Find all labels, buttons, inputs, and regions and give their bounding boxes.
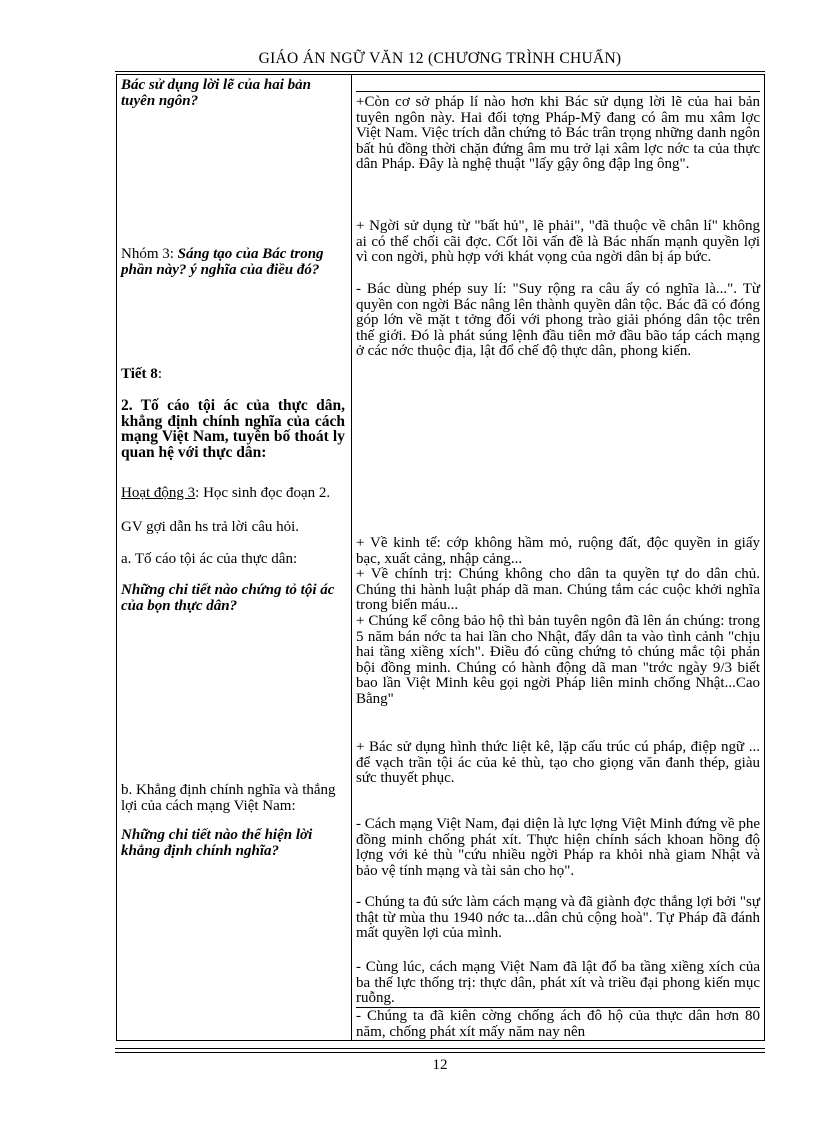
group3-label: Nhóm 3: xyxy=(121,246,178,262)
page-number: 12 xyxy=(432,1057,448,1073)
lesson-period-label: Tiết 8 xyxy=(121,366,158,382)
activity-3-label: Hoạt động 3 xyxy=(121,485,196,501)
footer-rule-top xyxy=(115,1048,765,1049)
activity-3 xyxy=(121,486,345,502)
header-rule xyxy=(115,71,765,72)
subsection-a-label: a. Tố cáo tội ác của thực dân: xyxy=(121,551,298,567)
answer-paragraph-4: + Về kinh tế: cớp không hầm mỏ, ruộng đất, độc quyền in giấy bạc, xuất cảng, nhập cảng... xyxy=(356,535,760,567)
lesson-period-colon: : xyxy=(157,366,162,382)
cell-separator xyxy=(356,91,760,92)
footer-rule-bottom xyxy=(115,1052,765,1053)
answer-paragraph-1: +Còn cơ sở pháp lí nào hơn khi Bác sử dụng lời lẽ của hai bản tuyên ngôn này. Hai đối tợng Pháp-Mỹ đang có âm mu xâm lợc Việt Nam. Việc trích dẫn chứng tỏ Bác trân trọng những danh ngôn bất hủ đồng thời chặn đứng âm mu trở lại xâm lợc nớc ta của thực dân Pháp. Đây là nghệ thuật "lấy gậy ông đập lng ông". xyxy=(356,94,760,173)
group3-question xyxy=(121,247,345,278)
section-2-heading: 2. Tố cáo tội ác của thực dân, khẳng định chính nghĩa của cách mạng Việt Nam, tuyên bố thoát ly quan hệ với thực dân: xyxy=(121,397,345,461)
activity-3-text: : Học sinh đọc đoạn 2. xyxy=(195,485,331,501)
lesson-period xyxy=(121,367,345,383)
subsection-a-question: Những chi tiết nào chứng tỏ tội ác của bọn thực dân? xyxy=(121,582,335,614)
answer-paragraph-6: + Chúng kể công bảo hộ thì bản tuyên ngôn đã lên án chúng: trong 5 năm bán nớc ta hai lần cho Nhật, đẩy dân ta vào tình cảnh "chịu hai tầng xiềng xích". Điều đó cũng chứng tỏ chúng mắc tội phản bội đồng minh. Chúng có hành động dã man "trớc ngày 9/3 biết bao lần Việt Minh kêu gọi ngời Pháp liên minh chống Nhật...Cao Bằng" xyxy=(356,613,760,707)
answer-paragraph-7: + Bác sử dụng hình thức liệt kê, lặp cấu trúc cú pháp, điệp ngữ ... để vạch trần tội ác của kẻ thù, tạo cho giọng văn đanh thép, giàu sức thuyết phục. xyxy=(356,739,760,787)
group3-question-text: Sáng tạo của Bác trong phần này? ý nghĩa của điều đó? xyxy=(121,246,324,278)
question-declarations: Bác sử dụng lời lẽ của hai bản tuyên ngôn? xyxy=(121,77,311,109)
answer-paragraph-11: - Chúng ta đã kiên cờng chống ách đô hộ của thực dân hơn 80 năm, chống phát xít mấy năm nay nên xyxy=(356,1008,760,1040)
subsection-b-label: b. Khẳng định chính nghĩa và thắng lợi của cách mạng Việt Nam: xyxy=(121,782,336,814)
lesson-table xyxy=(116,74,765,1041)
answer-paragraph-8: - Cách mạng Việt Nam, đại diện là lực lợng Việt Minh đứng về phe đồng minh chống phát xít. Thực hiện chính sách khoan hồng độ lợng với kẻ thù "cứu nhiều ngời Pháp ra khỏi nhà giam Nhật và bảo vệ tính mạng và tài sản cho họ". xyxy=(356,816,760,879)
answer-paragraph-9: - Chúng ta đủ sức làm cách mạng và đã giành đợc thắng lợi bởi "sự thật từ mùa thu 1940 nớc ta...dân chủ cộng hoà". Tự Pháp đã đánh mất quyền lợi của mình. xyxy=(356,894,761,942)
page-header: GIÁO ÁN NGỮ VĂN 12 (CHƯƠNG TRÌNH CHUẨN) xyxy=(258,50,622,67)
answer-paragraph-3: - Bác dùng phép suy lí: "Suy rộng ra câu ấy có nghĩa là...". Từ quyền con ngời Bác nâng lên thành quyền dân tộc. Bác đã có đóng góp lớn về mặt t tởng đối với phong trào giải phóng dân tộc trên thế giới. Đó là phát súng lệnh đầu tiên mở đầu bão táp cách mạng ở các nớc thuộc địa, lật đổ chế độ thực dân, phong kiến. xyxy=(356,281,760,360)
column-divider xyxy=(351,75,352,1040)
answer-paragraph-5: + Về chính trị: Chúng không cho dân ta quyền tự do dân chủ. Chúng thi hành luật pháp dã man. Chúng tắm các cuộc khởi nghĩa trong biển máu... xyxy=(356,566,760,614)
answer-paragraph-2: + Ngời sử dụng từ "bất hủ", lẽ phải", "đã thuộc về chân lí" không ai có thể chối cãi đợc. Cốt lõi vấn đề là Bác nhấn mạnh quyền lợi vì con ngời, phù hợp với khát vọng của ngời dân bị áp bức. xyxy=(356,218,760,266)
answer-paragraph-10: - Cùng lúc, cách mạng Việt Nam đã lật đổ ba tầng xiềng xích của ba thế lực thống trị: thực dân, phát xít và triều đại phong kiến mục ruỗng. xyxy=(356,959,760,1007)
teacher-guidance: GV gợi dẫn hs trả lời câu hỏi. xyxy=(121,519,300,535)
subsection-b-question: Những chi tiết nào thể hiện lời khẳng định chính nghĩa? xyxy=(121,827,313,859)
